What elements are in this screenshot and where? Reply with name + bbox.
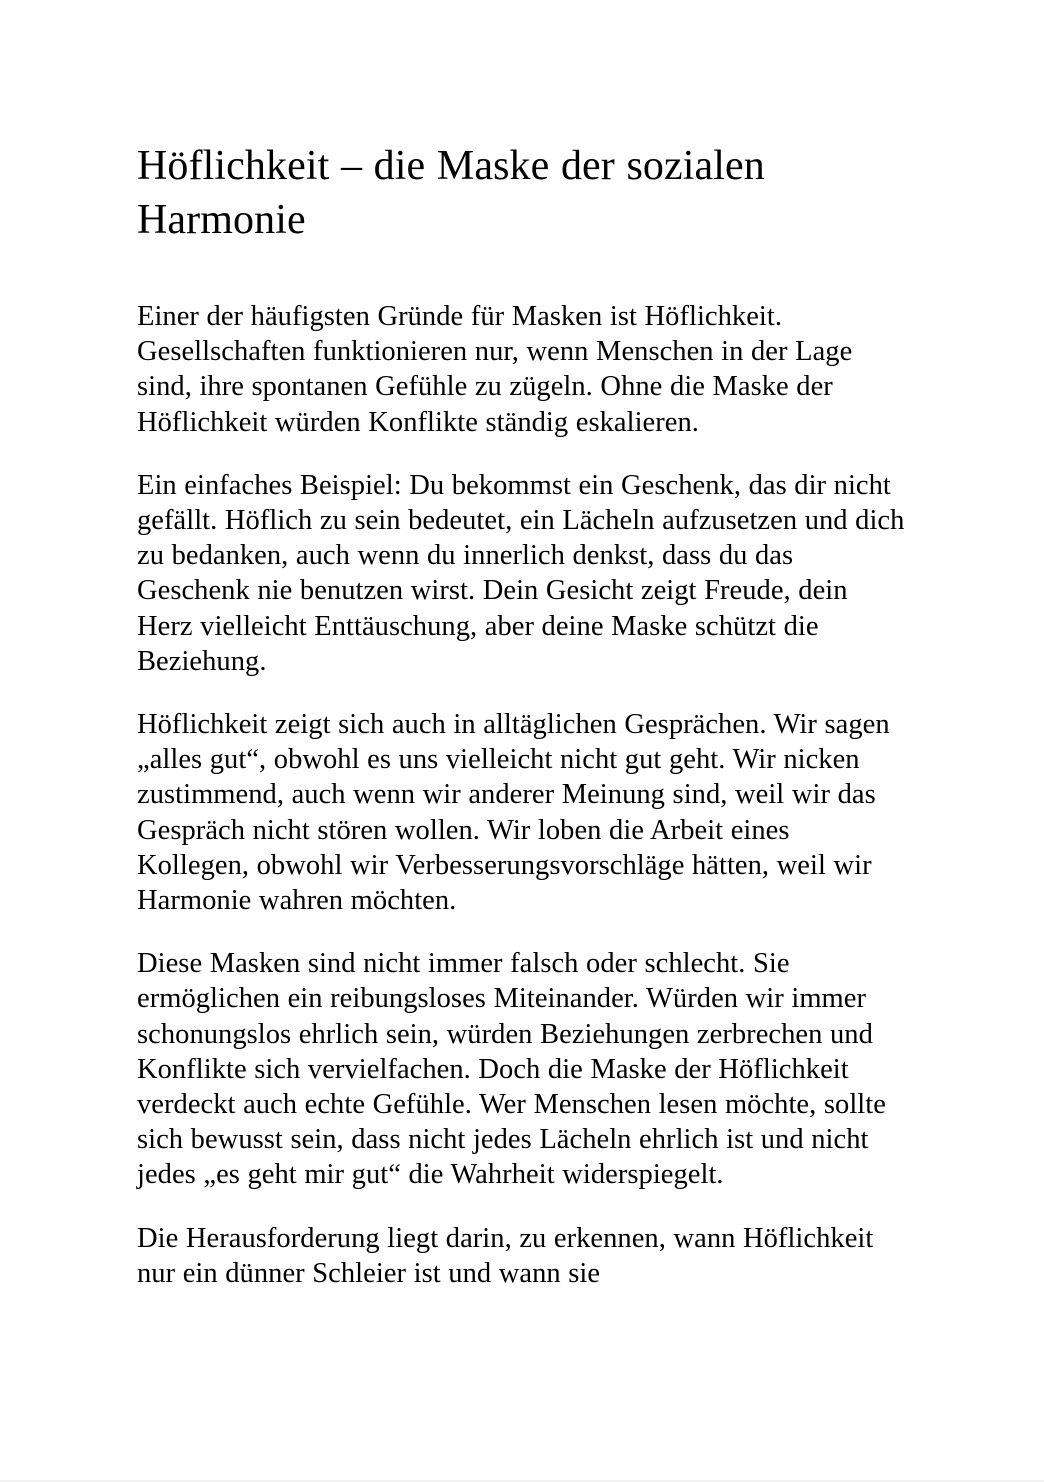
page-title: Höflichkeit – die Maske der sozialen Harmonie <box>137 143 765 243</box>
paragraph-5: Die Herausforderung liegt darin, zu erkennen, wann Höflichkeit nur ein dünner Schleier ist und wann sie <box>137 1222 874 1289</box>
paragraph-1: Einer der häufigsten Gründe für Masken ist Höflichkeit. Gesellschaften funktionieren nur, wenn Menschen in der Lage sind, ihre spontanen Gefühle zu zügeln. Ohne die Maske der Höflichkeit würden Konflikte ständig eskalieren. <box>137 301 853 438</box>
paragraph-4: Diese Masken sind nicht immer falsch oder schlecht. Sie ermöglichen ein reibungsloses Miteinander. Würden wir immer schonungslos ehrlich sein, würden Beziehungen zerbrechen und Konflikte sich vervielfachen. Doch die Maske der Höflichkeit verdeckt auch echte Gefühle. Wer Menschen lesen möchte, sollte sich bewusst sein, dass nicht jedes Lächeln ehrlich ist und nicht jedes „es geht mir gut“ die Wahrheit widerspiegelt. <box>137 948 886 1191</box>
paragraph-2: Ein einfaches Beispiel: Du bekommst ein Geschenk, das dir nicht gefällt. Höflich zu sein bedeutet, ein Lächeln aufzusetzen und dich zu bedanken, auch wenn du innerlich denkst, dass du das Geschenk nie benutzen wirst. Dein Gesicht zeigt Freude, dein Herz vielleicht Enttäuschung, aber deine Maske schützt die Beziehung. <box>137 469 905 677</box>
paragraph-3: Höflichkeit zeigt sich auch in alltäglichen Gesprächen. Wir sagen „alles gut“, obwohl es uns vielleicht nicht gut geht. Wir nicken zustimmend, auch wenn wir anderer Meinung sind, weil wir das Gespräch nicht stören wollen. Wir loben die Arbeit eines Kollegen, obwohl wir Verbesserungsvorschläge hätten, weil wir Harmonie wahren möchten. <box>137 709 890 917</box>
